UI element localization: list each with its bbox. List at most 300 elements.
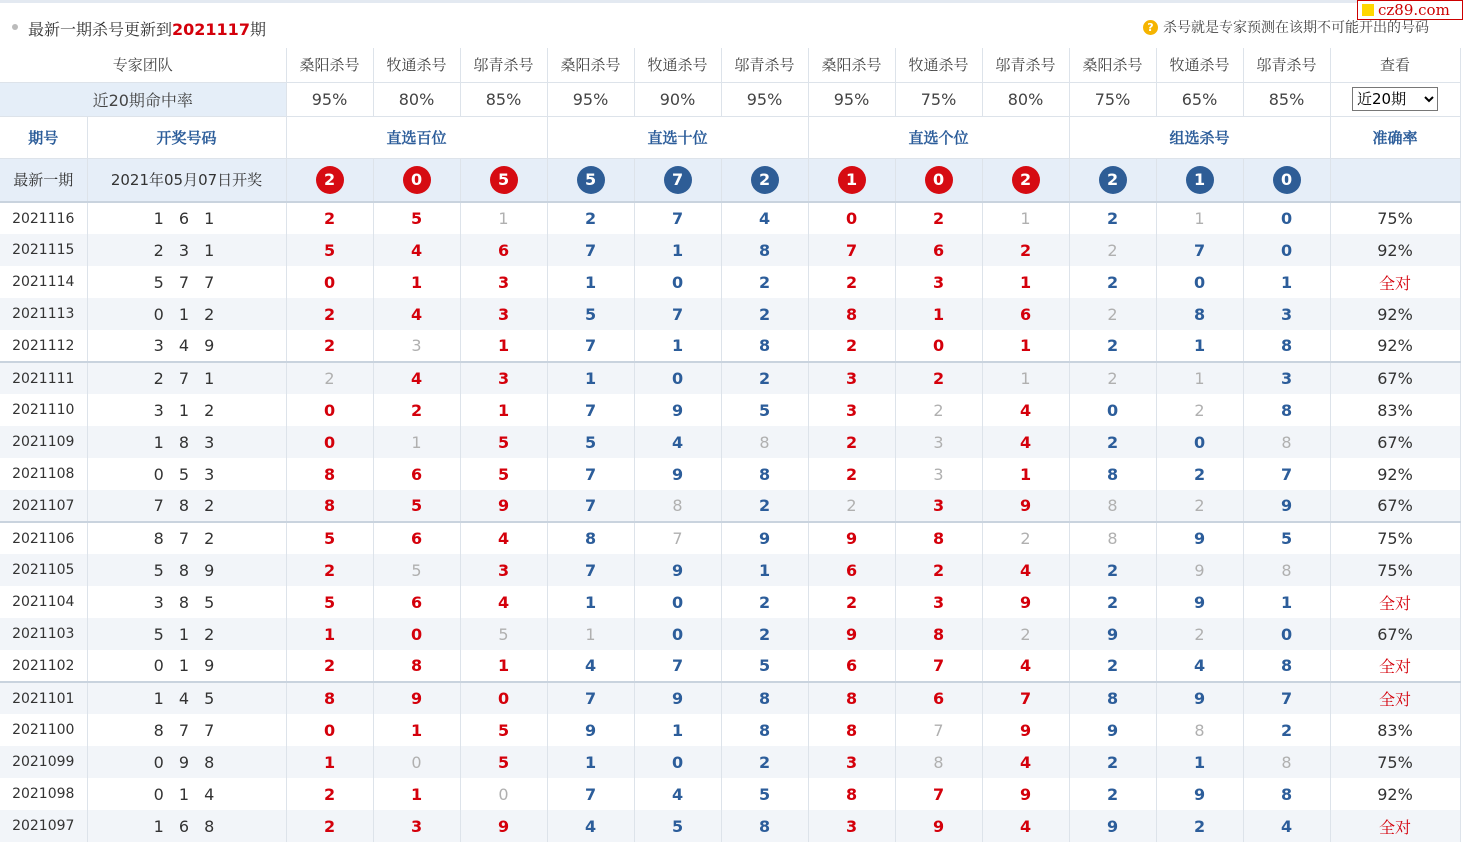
kill-number: 2 — [1069, 746, 1156, 778]
draw-header: 开奖号码 — [87, 116, 286, 158]
kill-number: 7 — [1243, 682, 1330, 714]
kill-number: 9 — [634, 682, 721, 714]
kill-number: 9 — [895, 810, 982, 842]
kill-ball: 2 — [316, 166, 344, 194]
kill-number: 7 — [547, 330, 634, 362]
kill-ball: 1 — [838, 166, 866, 194]
kill-number: 7 — [547, 490, 634, 522]
kill-number: 8 — [1069, 458, 1156, 490]
kill-number-table — [0, 48, 1461, 842]
expert-name: 桑阳杀号 — [808, 48, 895, 82]
kill-ball: 7 — [664, 166, 692, 194]
kill-number: 8 — [547, 522, 634, 554]
kill-number: 2 — [808, 330, 895, 362]
kill-number: 4 — [982, 426, 1069, 458]
kill-ball: 0 — [925, 166, 953, 194]
kill-number-miss: 1 — [547, 618, 634, 650]
hundreds-header: 直选百位 — [286, 116, 547, 158]
kill-number: 1 — [634, 714, 721, 746]
kill-number: 3 — [895, 266, 982, 298]
title-prefix: 最新一期杀号更新到 — [28, 20, 173, 39]
kill-number: 2 — [1069, 202, 1156, 234]
accuracy-value: 67% — [1330, 618, 1460, 650]
table-row — [0, 234, 1460, 266]
kill-number: 1 — [373, 266, 460, 298]
kill-number: 9 — [634, 458, 721, 490]
issue-number: 2021097 — [0, 810, 87, 842]
kill-number: 5 — [721, 394, 808, 426]
accuracy-header: 准确率 — [1330, 116, 1460, 158]
table-row — [0, 394, 1460, 426]
kill-number: 0 — [286, 394, 373, 426]
table-row — [0, 554, 1460, 586]
table-row — [0, 522, 1460, 554]
kill-number: 7 — [547, 778, 634, 810]
kill-number: 1 — [547, 362, 634, 394]
kill-number: 4 — [982, 746, 1069, 778]
issue-number: 2021105 — [0, 554, 87, 586]
kill-number-miss: 0 — [373, 746, 460, 778]
kill-number: 4 — [547, 650, 634, 682]
expert-name: 邬青杀号 — [1243, 48, 1330, 82]
kill-number: 6 — [373, 586, 460, 618]
kill-number-miss: 8 — [1243, 554, 1330, 586]
kill-number: 7 — [808, 234, 895, 266]
kill-number: 5 — [460, 426, 547, 458]
kill-number: 0 — [1243, 202, 1330, 234]
kill-number: 8 — [721, 330, 808, 362]
kill-number: 2 — [808, 266, 895, 298]
kill-number: 1 — [1243, 586, 1330, 618]
expert-name: 桑阳杀号 — [1069, 48, 1156, 82]
kill-number: 8 — [808, 682, 895, 714]
latest-accuracy — [1330, 158, 1460, 202]
kill-number: 7 — [895, 778, 982, 810]
issue-number: 2021116 — [0, 202, 87, 234]
kill-number: 2 — [721, 362, 808, 394]
kill-number: 2 — [286, 650, 373, 682]
kill-number: 2 — [1069, 330, 1156, 362]
accuracy-value: 75% — [1330, 746, 1460, 778]
kill-number: 5 — [721, 650, 808, 682]
kill-number: 4 — [982, 650, 1069, 682]
kill-number: 1 — [373, 714, 460, 746]
table-row — [0, 650, 1460, 682]
kill-number-miss: 8 — [1069, 490, 1156, 522]
kill-number: 3 — [373, 810, 460, 842]
kill-number: 3 — [460, 554, 547, 586]
kill-number: 9 — [982, 714, 1069, 746]
kill-number: 1 — [721, 554, 808, 586]
kill-number: 4 — [460, 586, 547, 618]
kill-number: 4 — [373, 234, 460, 266]
kill-number-miss: 3 — [895, 426, 982, 458]
kill-number: 8 — [1069, 682, 1156, 714]
table-row — [0, 746, 1460, 778]
kill-number: 7 — [1156, 234, 1243, 266]
draw-number: 1 4 5 — [87, 682, 286, 714]
accuracy-value: 75% — [1330, 202, 1460, 234]
kill-number: 2 — [1069, 554, 1156, 586]
kill-number: 9 — [1243, 490, 1330, 522]
kill-number: 1 — [286, 618, 373, 650]
table-row — [0, 362, 1460, 394]
kill-number: 1 — [1243, 266, 1330, 298]
kill-number: 7 — [547, 682, 634, 714]
kill-number-miss: 7 — [895, 714, 982, 746]
view-label: 查看 — [1330, 48, 1460, 82]
kill-number: 8 — [721, 458, 808, 490]
kill-number: 5 — [547, 298, 634, 330]
kill-number: 3 — [808, 394, 895, 426]
kill-number: 7 — [547, 394, 634, 426]
kill-number: 0 — [634, 362, 721, 394]
kill-number: 8 — [1243, 650, 1330, 682]
kill-number: 8 — [1243, 394, 1330, 426]
kill-number: 5 — [1243, 522, 1330, 554]
kill-number: 5 — [460, 746, 547, 778]
table-row — [0, 778, 1460, 810]
table-row — [0, 330, 1460, 362]
kill-number-miss: 2 — [1156, 490, 1243, 522]
kill-number: 2 — [286, 330, 373, 362]
kill-number: 9 — [460, 490, 547, 522]
help-text: 杀号就是专家预测在该期不可能开出的号码 — [1163, 20, 1429, 36]
kill-number-miss: 2 — [1156, 618, 1243, 650]
kill-number: 5 — [721, 778, 808, 810]
kill-number: 2 — [1069, 778, 1156, 810]
expert-team-label: 专家团队 — [0, 48, 286, 82]
kill-number-miss: 8 — [1243, 426, 1330, 458]
expert-name: 牧通杀号 — [895, 48, 982, 82]
kill-number: 7 — [634, 650, 721, 682]
units-header: 直选个位 — [808, 116, 1069, 158]
kill-number: 6 — [808, 554, 895, 586]
title-issue: 2021117 — [172, 20, 250, 39]
kill-number: 2 — [1069, 426, 1156, 458]
kill-number: 6 — [982, 298, 1069, 330]
kill-number-miss: 3 — [895, 458, 982, 490]
draw-number: 7 8 2 — [87, 490, 286, 522]
accuracy-value: 67% — [1330, 362, 1460, 394]
kill-number-miss: 2 — [982, 522, 1069, 554]
kill-number: 8 — [808, 714, 895, 746]
table-row — [0, 810, 1460, 842]
table-row — [0, 586, 1460, 618]
kill-number: 9 — [547, 714, 634, 746]
kill-number: 0 — [286, 714, 373, 746]
draw-number: 5 8 9 — [87, 554, 286, 586]
kill-number: 9 — [1069, 810, 1156, 842]
accuracy-value: 全对 — [1330, 266, 1460, 298]
draw-number: 0 1 2 — [87, 298, 286, 330]
kill-number: 4 — [1156, 650, 1243, 682]
kill-number: 8 — [1156, 298, 1243, 330]
kill-number: 2 — [895, 202, 982, 234]
kill-number: 8 — [721, 682, 808, 714]
kill-number: 8 — [1243, 330, 1330, 362]
issue-number: 2021099 — [0, 746, 87, 778]
hit-rate: 90% — [634, 82, 721, 116]
kill-number: 9 — [982, 586, 1069, 618]
kill-number: 2 — [1069, 586, 1156, 618]
issue-number: 2021102 — [0, 650, 87, 682]
kill-number: 2 — [895, 554, 982, 586]
issue-number: 2021108 — [0, 458, 87, 490]
kill-number: 3 — [808, 746, 895, 778]
kill-number: 4 — [634, 426, 721, 458]
issue-number: 2021109 — [0, 426, 87, 458]
kill-number-miss: 8 — [721, 426, 808, 458]
kill-number: 4 — [634, 778, 721, 810]
kill-number: 9 — [1069, 714, 1156, 746]
kill-number: 1 — [1156, 746, 1243, 778]
kill-number: 0 — [1243, 618, 1330, 650]
kill-number: 7 — [547, 458, 634, 490]
expert-name: 桑阳杀号 — [286, 48, 373, 82]
kill-ball: 2 — [1012, 166, 1040, 194]
kill-number: 8 — [721, 234, 808, 266]
accuracy-value: 全对 — [1330, 650, 1460, 682]
hit-rate: 75% — [895, 82, 982, 116]
kill-number: 2 — [1243, 714, 1330, 746]
kill-ball: 5 — [577, 166, 605, 194]
table-row — [0, 490, 1460, 522]
kill-number: 2 — [721, 746, 808, 778]
draw-number: 1 6 8 — [87, 810, 286, 842]
kill-number: 6 — [373, 522, 460, 554]
draw-number: 3 4 9 — [87, 330, 286, 362]
kill-number: 9 — [1069, 618, 1156, 650]
kill-number-miss: 3 — [373, 330, 460, 362]
kill-number-miss: 8 — [1243, 746, 1330, 778]
group-header: 组选杀号 — [1069, 116, 1330, 158]
kill-number: 0 — [808, 202, 895, 234]
kill-number: 8 — [808, 778, 895, 810]
hit-rate-label: 近20期命中率 — [0, 82, 286, 116]
kill-number-miss: 5 — [460, 618, 547, 650]
kill-number: 3 — [460, 362, 547, 394]
draw-number: 0 9 8 — [87, 746, 286, 778]
expert-name: 邬青杀号 — [982, 48, 1069, 82]
kill-number: 9 — [634, 554, 721, 586]
kill-ball: 1 — [1186, 166, 1214, 194]
kill-number: 1 — [634, 234, 721, 266]
kill-number: 0 — [286, 266, 373, 298]
kill-number: 9 — [982, 778, 1069, 810]
kill-number: 6 — [895, 682, 982, 714]
accuracy-value: 92% — [1330, 458, 1460, 490]
page-header — [0, 0, 1463, 50]
draw-number: 3 1 2 — [87, 394, 286, 426]
table-row — [0, 266, 1460, 298]
kill-number: 1 — [460, 394, 547, 426]
kill-number: 0 — [373, 618, 460, 650]
kill-number: 8 — [895, 522, 982, 554]
title-suffix: 期 — [249, 20, 266, 39]
kill-number: 5 — [286, 522, 373, 554]
kill-number: 8 — [895, 618, 982, 650]
table-row — [0, 298, 1460, 330]
kill-number: 4 — [1243, 810, 1330, 842]
kill-number: 9 — [1156, 682, 1243, 714]
kill-number: 4 — [721, 202, 808, 234]
issue-number: 2021100 — [0, 714, 87, 746]
kill-number: 3 — [460, 266, 547, 298]
draw-number: 5 1 2 — [87, 618, 286, 650]
kill-number: 2 — [547, 202, 634, 234]
kill-number: 8 — [808, 298, 895, 330]
kill-number: 0 — [634, 746, 721, 778]
kill-number: 6 — [895, 234, 982, 266]
kill-number: 6 — [808, 650, 895, 682]
table-row — [0, 458, 1460, 490]
kill-number-miss: 1 — [982, 362, 1069, 394]
kill-number: 3 — [1243, 298, 1330, 330]
kill-number: 8 — [373, 650, 460, 682]
kill-number-miss: 2 — [895, 394, 982, 426]
hit-rate: 85% — [1243, 82, 1330, 116]
kill-number: 1 — [373, 778, 460, 810]
kill-number-miss: 1 — [1156, 202, 1243, 234]
kill-number: 1 — [982, 330, 1069, 362]
kill-number: 2 — [286, 554, 373, 586]
draw-number: 0 5 3 — [87, 458, 286, 490]
kill-number: 7 — [634, 202, 721, 234]
kill-number: 8 — [286, 458, 373, 490]
hit-rate: 85% — [460, 82, 547, 116]
kill-number: 3 — [460, 298, 547, 330]
kill-number: 8 — [1243, 778, 1330, 810]
kill-number: 2 — [721, 490, 808, 522]
kill-number: 3 — [808, 362, 895, 394]
kill-number: 9 — [982, 490, 1069, 522]
period-select[interactable] — [1352, 87, 1438, 111]
accuracy-value: 92% — [1330, 298, 1460, 330]
issue-number: 2021103 — [0, 618, 87, 650]
kill-ball: 5 — [490, 166, 518, 194]
hit-rate-row — [0, 82, 1460, 116]
kill-number: 2 — [1156, 458, 1243, 490]
kill-number-miss: 2 — [286, 362, 373, 394]
accuracy-value: 92% — [1330, 234, 1460, 266]
kill-number-miss: 1 — [373, 426, 460, 458]
expert-name: 牧通杀号 — [1156, 48, 1243, 82]
kill-number: 7 — [982, 682, 1069, 714]
table-row — [0, 714, 1460, 746]
kill-number: 2 — [286, 778, 373, 810]
kill-number-miss: 7 — [634, 522, 721, 554]
hit-rate: 75% — [1069, 82, 1156, 116]
kill-number-miss: 2 — [808, 490, 895, 522]
kill-number-miss: 9 — [1156, 554, 1243, 586]
kill-number: 2 — [286, 202, 373, 234]
draw-number: 5 7 7 — [87, 266, 286, 298]
latest-date: 2021年05月07日开奖 — [87, 158, 286, 202]
issue-number: 2021111 — [0, 362, 87, 394]
kill-number: 1 — [286, 746, 373, 778]
kill-number: 2 — [808, 458, 895, 490]
kill-number: 2 — [373, 394, 460, 426]
kill-number: 4 — [373, 298, 460, 330]
kill-number: 0 — [1243, 234, 1330, 266]
draw-number: 8 7 2 — [87, 522, 286, 554]
column-header-row — [0, 116, 1460, 158]
kill-number: 4 — [982, 394, 1069, 426]
kill-number: 0 — [895, 330, 982, 362]
issue-number: 2021110 — [0, 394, 87, 426]
expert-name: 邬青杀号 — [460, 48, 547, 82]
kill-number: 9 — [373, 682, 460, 714]
kill-number: 3 — [808, 810, 895, 842]
kill-number: 1 — [982, 458, 1069, 490]
kill-number: 8 — [721, 714, 808, 746]
kill-number: 1 — [460, 330, 547, 362]
kill-number: 0 — [1156, 266, 1243, 298]
kill-number: 7 — [895, 650, 982, 682]
kill-number: 3 — [895, 490, 982, 522]
draw-number: 3 8 5 — [87, 586, 286, 618]
kill-number: 5 — [286, 586, 373, 618]
kill-number: 5 — [460, 714, 547, 746]
kill-number: 2 — [982, 234, 1069, 266]
issue-header: 期号 — [0, 116, 87, 158]
expert-name: 牧通杀号 — [373, 48, 460, 82]
kill-number-miss: 8 — [634, 490, 721, 522]
kill-ball: 2 — [751, 166, 779, 194]
site-watermark: cz89.com — [1357, 0, 1463, 20]
accuracy-value: 全对 — [1330, 682, 1460, 714]
kill-number: 8 — [721, 810, 808, 842]
kill-number: 3 — [1243, 362, 1330, 394]
issue-number: 2021104 — [0, 586, 87, 618]
issue-number: 2021106 — [0, 522, 87, 554]
kill-number: 2 — [895, 362, 982, 394]
tens-header: 直选十位 — [547, 116, 808, 158]
hit-rate: 80% — [373, 82, 460, 116]
hit-rate: 95% — [808, 82, 895, 116]
kill-number: 0 — [1069, 394, 1156, 426]
kill-number: 1 — [460, 650, 547, 682]
latest-label: 最新一期 — [0, 158, 87, 202]
accuracy-value: 全对 — [1330, 810, 1460, 842]
kill-number: 5 — [373, 202, 460, 234]
issue-number: 2021115 — [0, 234, 87, 266]
hit-rate: 65% — [1156, 82, 1243, 116]
kill-ball: 0 — [403, 166, 431, 194]
kill-number: 7 — [547, 234, 634, 266]
kill-number: 2 — [286, 810, 373, 842]
kill-number: 7 — [547, 554, 634, 586]
bullet-icon — [12, 24, 18, 30]
kill-number: 5 — [460, 458, 547, 490]
kill-number: 4 — [547, 810, 634, 842]
kill-number-miss: 2 — [1069, 362, 1156, 394]
kill-number: 4 — [373, 362, 460, 394]
kill-number-miss: 1 — [982, 202, 1069, 234]
kill-number: 7 — [1243, 458, 1330, 490]
kill-number: 1 — [982, 266, 1069, 298]
kill-number: 9 — [1156, 522, 1243, 554]
kill-number: 1 — [547, 266, 634, 298]
issue-number: 2021114 — [0, 266, 87, 298]
draw-number: 2 7 1 — [87, 362, 286, 394]
period-select-cell — [1330, 82, 1460, 116]
kill-number: 5 — [634, 810, 721, 842]
issue-number: 2021112 — [0, 330, 87, 362]
issue-number: 2021101 — [0, 682, 87, 714]
kill-number: 9 — [634, 394, 721, 426]
